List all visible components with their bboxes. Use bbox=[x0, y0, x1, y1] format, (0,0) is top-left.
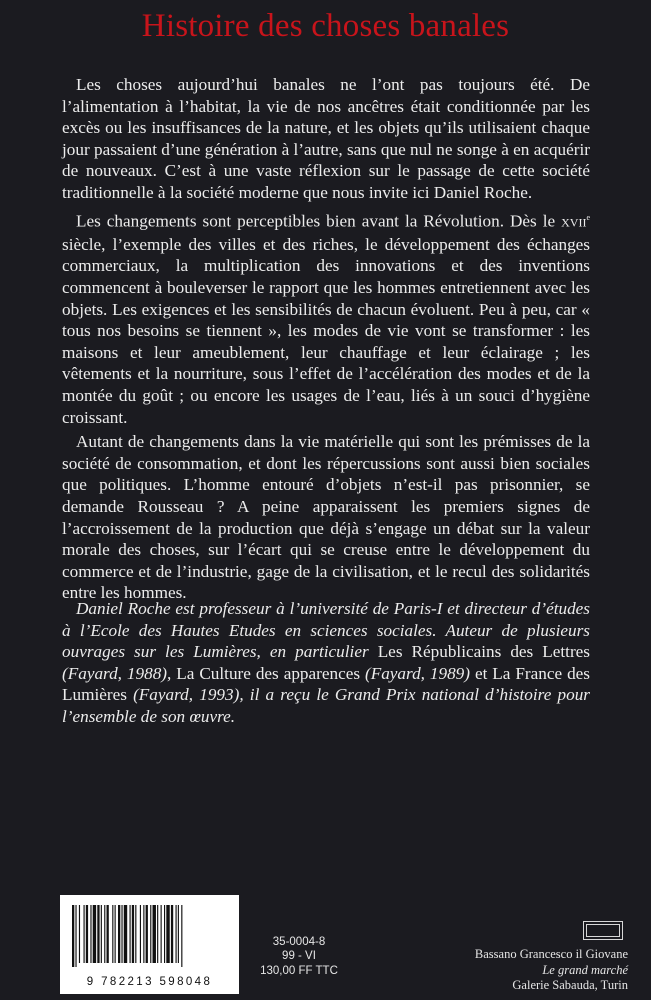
barcode-bar bbox=[75, 905, 76, 967]
barcode-bar bbox=[86, 905, 88, 963]
publisher-logo-icon bbox=[583, 921, 623, 940]
barcode-bar bbox=[161, 905, 162, 963]
barcode-bar bbox=[101, 905, 102, 963]
bio-book-title-3: et La France des Lumières bbox=[62, 663, 590, 705]
barcode-bar bbox=[115, 905, 116, 963]
barcode-bar bbox=[112, 905, 113, 963]
price: 130,00 FF TTC bbox=[260, 964, 338, 977]
barcode-bar bbox=[130, 905, 131, 963]
barcode-bar bbox=[121, 905, 122, 963]
catalog-info bbox=[256, 935, 342, 978]
credit-artist: Bassano Grancesco il Giovane bbox=[474, 947, 628, 961]
bio-text-2: (Fayard, 1988), bbox=[62, 663, 177, 683]
barcode-bars-icon bbox=[70, 905, 229, 967]
century-superscript: e bbox=[586, 212, 590, 222]
barcode-bar bbox=[90, 905, 91, 963]
barcode-bar bbox=[97, 905, 99, 963]
barcode-bar bbox=[135, 905, 136, 963]
bio-book-title-2: La Culture des apparences bbox=[176, 663, 361, 683]
bio-text-3: (Fayard, 1989) bbox=[360, 663, 475, 683]
bio-text-1: Daniel Roche est professeur à l’université de Paris-I et directeur d’études à l’Ecole des Hautes Etudes en sciences sociales. Auteur de plusieurs ouvrages sur les Lumières, en particulier bbox=[62, 599, 590, 662]
barcode-bar bbox=[93, 905, 96, 963]
barcode-bar bbox=[157, 905, 158, 963]
barcode-bar bbox=[181, 905, 182, 967]
blurb bbox=[62, 74, 590, 604]
blurb-paragraph-2 bbox=[62, 207, 590, 429]
barcode-bar bbox=[176, 905, 177, 963]
blurb-paragraph-2-start: Les changements sont perceptibles bien avant la Révolution. Dès le bbox=[76, 211, 562, 231]
century-numeral: XVII bbox=[561, 215, 587, 230]
barcode-bar bbox=[153, 905, 156, 963]
blurb-paragraph-3: Autant de changements dans la vie matérielle qui sont les prémisses de la société de consommation, et dont les répercussions sont aussi bien sociales que politiques. L’homme entouré d’objets n’est-il pas prisonnier, se demande Rousseau ? A peine apparaissent les premiers signes de l’accroissement de la production que déjà s’engage un débat sur la valeur morale des choses, sur l’écart qui se creuse entre le développement du commerce et de l’industrie, gage de la civilisation, et le recul des solidarités entre les hommes. bbox=[62, 432, 590, 603]
bio-text-4: (Fayard, 1993), il a reçu le Grand Prix national d’histoire pour l’ensemble de son œuvre. bbox=[62, 685, 590, 726]
barcode-number: 9 782213 598048 bbox=[86, 976, 213, 988]
edition-code: 99 - VI bbox=[282, 950, 316, 963]
credit-work: Le grand marché bbox=[542, 962, 628, 977]
barcode-bar bbox=[164, 905, 165, 963]
barcode-bar bbox=[150, 905, 151, 963]
barcode-bar bbox=[79, 905, 80, 963]
barcode-bar bbox=[166, 905, 169, 963]
catalog-code: 35-0004-8 bbox=[272, 936, 326, 948]
credit-collection: Galerie Sabauda, Turin bbox=[512, 978, 628, 992]
barcode-bar bbox=[118, 905, 120, 963]
book-title: Histoire des choses banales bbox=[141, 8, 510, 44]
author-bio bbox=[62, 598, 590, 728]
barcode-bar bbox=[171, 905, 173, 963]
barcode-bar bbox=[178, 905, 179, 963]
barcode-bar bbox=[104, 905, 105, 963]
barcode bbox=[60, 895, 239, 994]
blurb-paragraph-2-rest: siècle, l’exemple des villes et des riches, le développement des échanges commerciaux, la multiplication des innovations et des inventions commencent à bouleverser le rapport que les hommes entretiennent avec les objets. Les exigences et les sensibilités de chacun évoluent. Peu à peu, car « tous nos besoins se tiennent », les modes de vie vont se transformer : les maisons et leur ameublement, leur chauffage et leur éclairage ; les vêtements et la nourriture, sous l’effet de l’accélération des modes et de la montée du goût ; ou encore les usages de l’eau, liés à un souci d’hygiène croissant. bbox=[62, 234, 590, 427]
barcode-bar bbox=[72, 905, 74, 967]
cover-image-credits bbox=[440, 947, 628, 994]
barcode-bar bbox=[84, 905, 85, 963]
barcode-bar bbox=[107, 905, 109, 963]
barcode-bar bbox=[143, 905, 144, 963]
barcode-bar bbox=[124, 905, 127, 963]
bio-book-title-1: Les Républicains des Lettres bbox=[377, 642, 590, 662]
barcode-bar bbox=[146, 905, 148, 963]
barcode-bar bbox=[140, 905, 141, 963]
barcode-bar bbox=[132, 905, 134, 963]
blurb-paragraph-1: Les choses aujourd’hui banales ne l’ont pas toujours été. De l’alimentation à l’habitat, la vie de nos ancêtres était conditionnée par les excès ou les insuffisances de la nature, et les objets qu’ils utilisaient chaque jour passaient d’une génération à l’autre, sans que nul ne songe à en acquérir de nouveaux. C’est à une vaste réflexion sur le passage de cette société traditionnelle à la société moderne que nous invite ici Daniel Roche. bbox=[62, 75, 590, 202]
